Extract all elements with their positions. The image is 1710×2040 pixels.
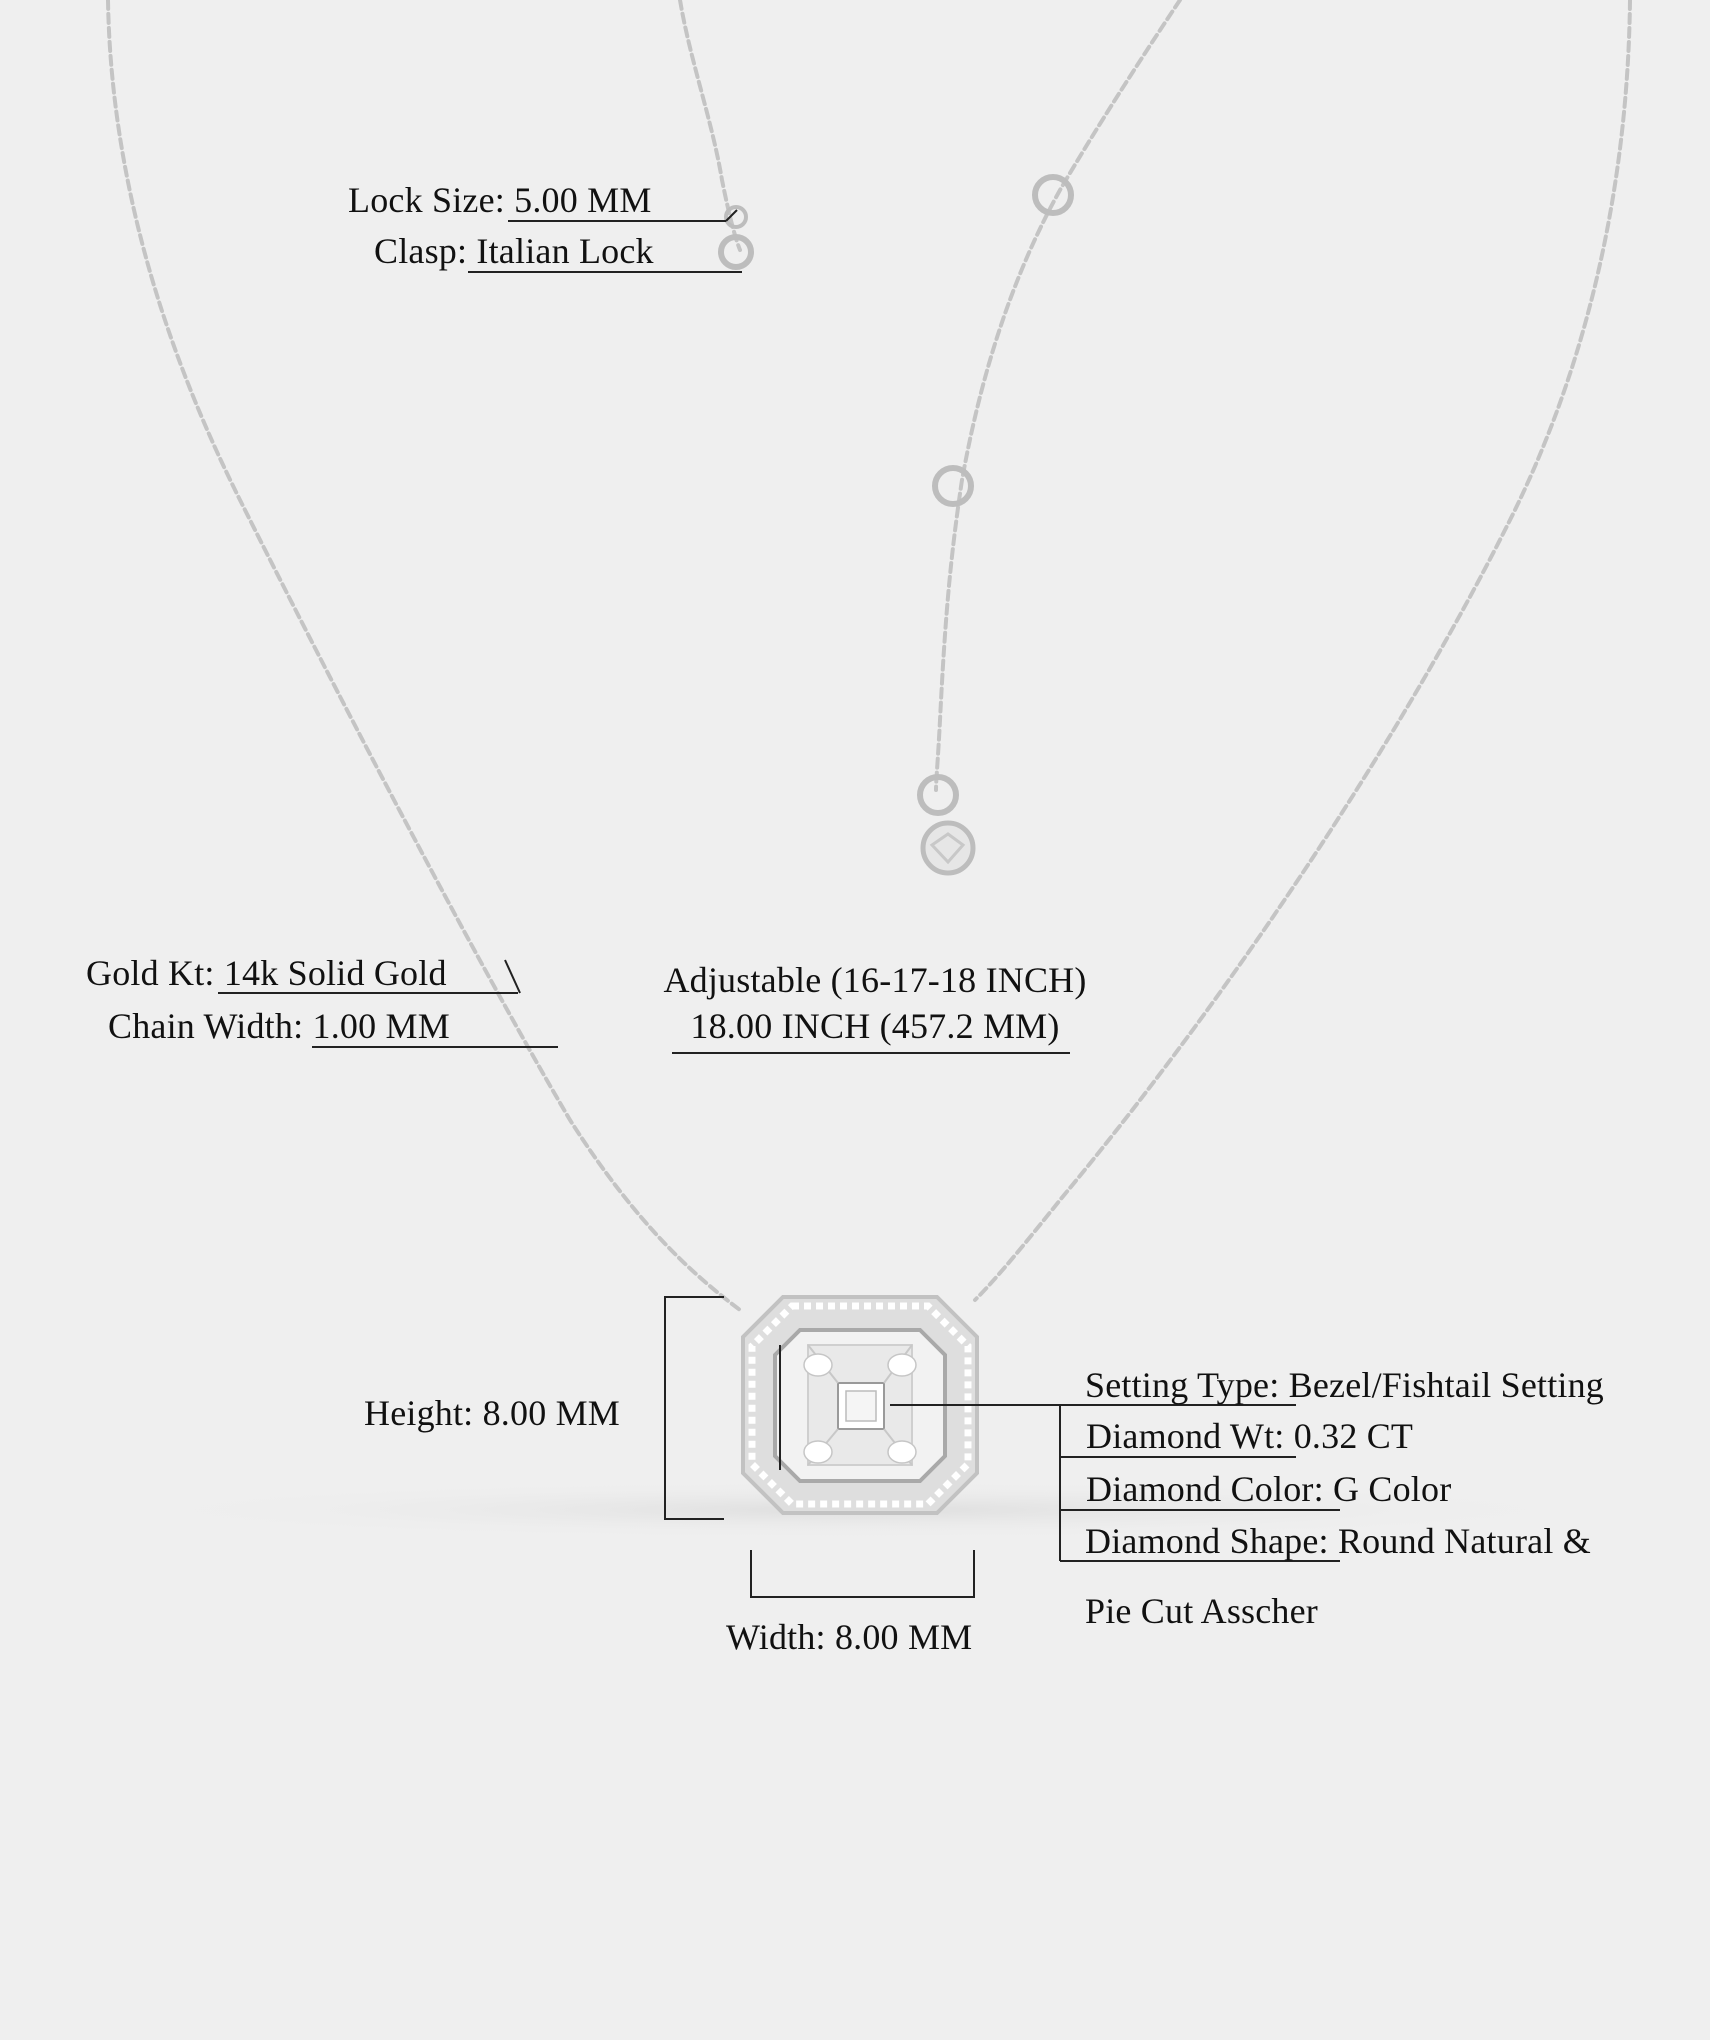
diamond-color-spec xyxy=(1086,1469,1451,1509)
length-spec xyxy=(630,960,1120,1046)
chain-extender xyxy=(936,0,1180,790)
lock-size-spec xyxy=(348,180,652,220)
gold-kt-leader xyxy=(505,960,520,993)
diamond-wt-value: 0.32 CT xyxy=(1293,1416,1414,1456)
diamond-shape-value-line2: Pie Cut Asscher xyxy=(1085,1591,1318,1631)
width-bracket xyxy=(751,1550,974,1597)
height-value: 8.00 MM xyxy=(482,1393,621,1433)
lock-size-value: 5.00 MM xyxy=(514,180,652,220)
clasp-label: Clasp: xyxy=(374,231,468,271)
diamond-color-value: G Color xyxy=(1333,1469,1452,1509)
diamond-color-label: Diamond Color: xyxy=(1086,1469,1324,1509)
diamond-wt-spec xyxy=(1086,1416,1413,1456)
clasp-spec xyxy=(374,231,654,271)
chain-width-value: 1.00 MM xyxy=(312,1006,450,1046)
clasp-value: Italian Lock xyxy=(476,231,654,271)
gold-kt-spec xyxy=(86,953,447,993)
extender-ring-1-icon xyxy=(1035,177,1071,213)
extender-ring-2-icon xyxy=(935,468,971,504)
diamond-wt-label: Diamond Wt: xyxy=(1086,1416,1285,1456)
diamond-shape-value: Round Natural & xyxy=(1337,1521,1591,1561)
setting-type-spec xyxy=(1085,1365,1604,1405)
length-total: 18.00 INCH (457.2 MM) xyxy=(690,1006,1060,1046)
chain-width-label: Chain Width: xyxy=(108,1006,304,1046)
height-label: Height: xyxy=(364,1393,474,1433)
chain-clasp-side xyxy=(680,0,740,250)
lock-size-label: Lock Size: xyxy=(348,180,505,220)
width-value: 8.00 MM xyxy=(834,1617,973,1657)
width-label: Width: xyxy=(726,1617,826,1657)
setting-type-value: Bezel/Fishtail Setting xyxy=(1288,1365,1604,1405)
diamond-shape-spec xyxy=(1085,1521,1591,1561)
chain-width-spec xyxy=(108,1006,450,1046)
width-spec xyxy=(726,1617,972,1657)
gold-kt-value: 14k Solid Gold xyxy=(223,953,447,993)
height-spec xyxy=(364,1393,620,1433)
diamond-shape-label: Diamond Shape: xyxy=(1085,1521,1329,1561)
logo-tag-icon xyxy=(923,823,973,873)
length-adjustable: Adjustable (16-17-18 INCH) xyxy=(663,960,1087,1000)
setting-type-label: Setting Type: xyxy=(1085,1365,1280,1405)
gold-kt-label: Gold Kt: xyxy=(86,953,215,993)
